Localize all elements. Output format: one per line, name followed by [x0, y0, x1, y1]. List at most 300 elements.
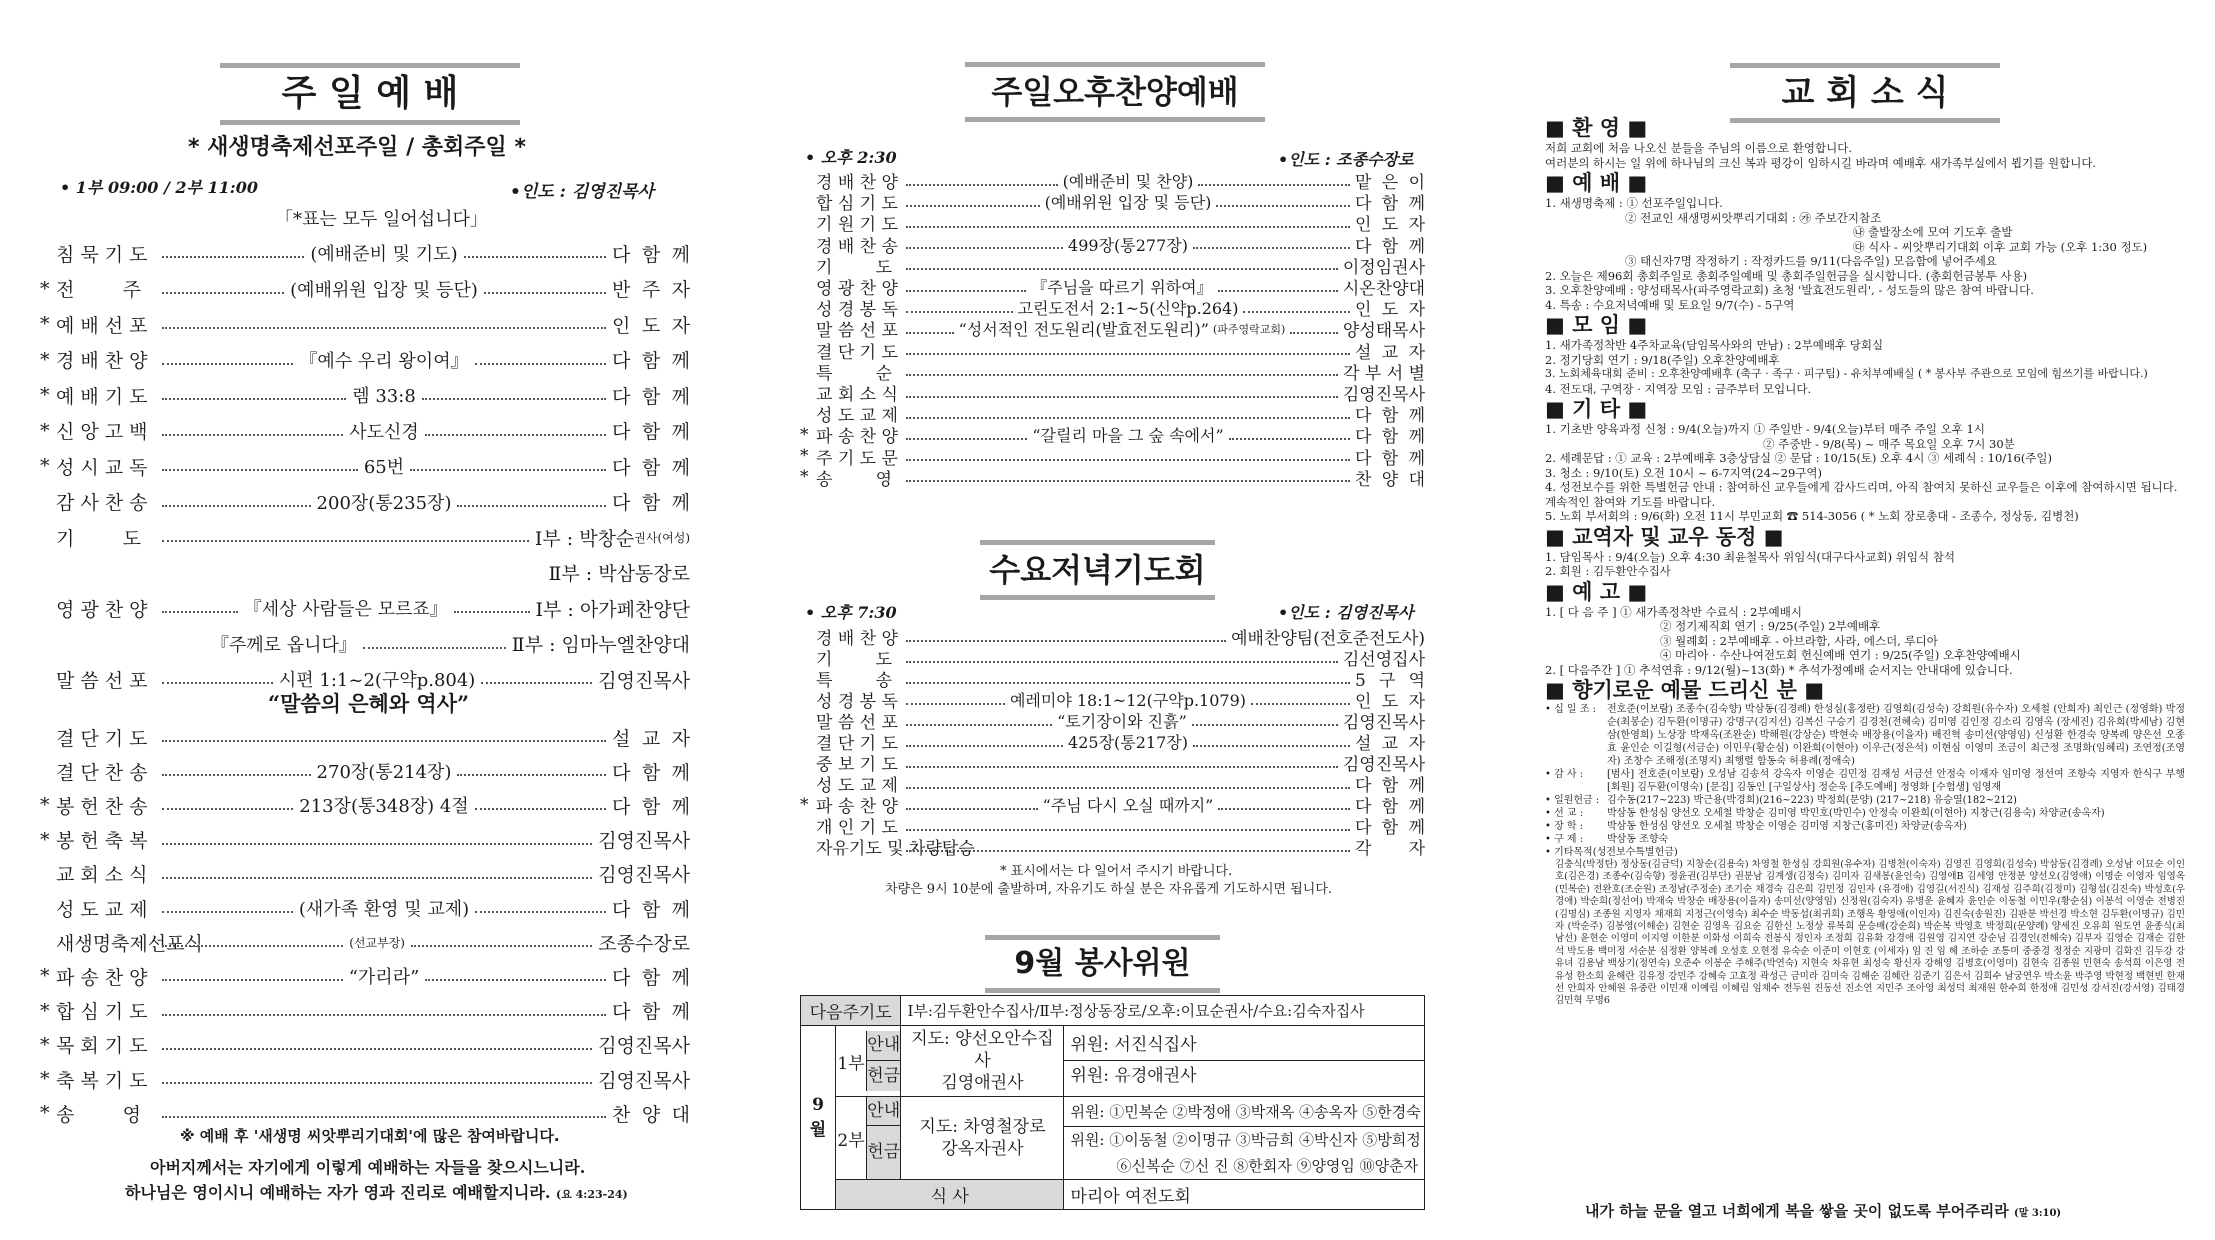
standing-mark: *: [800, 467, 809, 488]
order-label: 기 도: [816, 650, 893, 670]
order-row: [800, 815, 1425, 836]
footer-verse-1: 아버지께서는 자기에게 이렇게 예배하는 자들을 찾으시느니라.: [150, 1158, 586, 1177]
leader-dots: [906, 332, 954, 334]
standing-note: 「*표는 모두 일어섭니다」: [275, 209, 488, 230]
order-detail: 고린도전서 2:1~5(신약p.264): [1017, 299, 1239, 319]
order-label: 특 송: [816, 671, 893, 691]
leader-dots: [906, 850, 1350, 852]
order-detail: 65번: [363, 457, 405, 478]
order-label: 성 시 교 독: [56, 456, 148, 479]
leader-dots: [162, 1014, 606, 1016]
order-detail: 『주께로 옵니다』: [210, 634, 357, 656]
order-performer: 다 함 께: [1355, 776, 1425, 796]
order-detail: “토기장이와 진흙”: [1057, 712, 1187, 731]
order-row: [40, 722, 690, 752]
order-label: 결 단 기 도: [816, 342, 898, 363]
afternoon-leader: •인도 : 조종수장로: [1278, 150, 1414, 169]
standing-mark: *: [40, 965, 50, 988]
order-row: [800, 467, 1425, 488]
order-performer: 다 함 께: [1355, 406, 1425, 427]
leader-dots: [162, 505, 311, 507]
leader-dots: [1218, 808, 1350, 810]
leader-dots: [162, 327, 606, 329]
order-row: [800, 710, 1425, 731]
order-performer: 김영진목사: [598, 864, 690, 887]
leader-dots: [906, 703, 1005, 705]
leader-dots: [410, 469, 606, 471]
order-label: 결 단 기 도: [56, 727, 148, 750]
leader-dots: [425, 434, 606, 436]
offering-tithe: • 십 일 조 : 전호준(이보람) 조종수(김숙향) 박삼동(김경례) 한성심(홍정란) 김영희(김성숙) 강희원(유수자) 오세철 (안희자) 최인근 (정영화) 박정순(최봉순) 김두환(이명규) 강명구(김지선) 김복신 구승기 김경천(전혜숙) 김미영 김인정 김소리 김영옥 (장세진) 김유희(박세남) 김현삼(한영희) 노상장 박재옥(조완순) 박해원(강상순) 박현숙 배장용(이을자) 배진혁 송미선(양영임) 신성환 한경숙 양복례 양은선 오종효 윤인순 이길형(서금순) 이민우(황순심) 이완희(이현아) 이우근(정은석) 이현심 이영미 조금이 최근정 조명화(임혜리) 조연정(조영자) 조창수 조해정(조명지) 최행렬 함동숙 허용례(정애숙): [1545, 704, 2185, 767]
leader-dots: [906, 682, 1350, 684]
church-news-column: [1545, 0, 2185, 1240]
order-performer: 찬 양 대: [612, 1103, 690, 1126]
order-row: [800, 689, 1425, 710]
order-performer: 조종수장로: [598, 932, 691, 955]
order-performer: 다 함 께: [1355, 797, 1426, 817]
leader-dots: [906, 396, 1338, 398]
leader-dots: [162, 363, 293, 365]
order-row: [40, 1098, 690, 1128]
order-row: [40, 380, 690, 410]
order-performer: 설 교 자: [1355, 342, 1425, 363]
order-row: [40, 522, 690, 552]
leader-dots: [906, 311, 1013, 313]
leader-dots: [162, 945, 343, 947]
order-detail: “가리라”: [348, 967, 420, 989]
leader-dots: [162, 979, 343, 981]
order-detail-note: (파주영락교회): [1212, 322, 1286, 336]
leader-dots: [906, 640, 1226, 642]
order-performer: 다 함 께: [612, 421, 690, 443]
order-label: 주 기 도 문: [816, 448, 898, 469]
order-label: 경 배 찬 양: [816, 629, 898, 649]
etc-item: 2. 세례문답 : ① 교육 : 2부예배후 3층상담실 ② 문답 : 10/15(토) 오후 4시 ③ 세례식 : 10/16(주일): [1545, 451, 2053, 465]
order-performer: 다 함 께: [612, 795, 691, 818]
order-label: 합 심 기 도: [816, 194, 898, 215]
leader-dots: [454, 611, 530, 613]
order-detail: (예배위원 입장 및 등단): [1044, 193, 1212, 213]
standing-mark: *: [40, 1102, 50, 1125]
leader-dots: [475, 911, 606, 913]
order-row: [40, 790, 690, 820]
standing-mark: *: [40, 419, 50, 442]
order-detail: 예레미야 18:1~12(구약p.1079): [1009, 691, 1247, 710]
order-performer: 다 함 께: [612, 1001, 690, 1024]
leader-dots: [162, 1048, 592, 1050]
leader-dots: [162, 740, 606, 742]
part1-label: [836, 1026, 901, 1097]
leader-dots: [162, 911, 293, 913]
leader-dots: [1290, 332, 1338, 334]
september-volunteers-title: 9월 봉사위원: [985, 935, 1220, 993]
order-detail: 렘 33:8: [352, 386, 416, 407]
order-detail: 『주님을 따르기 위하여』: [1031, 278, 1213, 297]
leader-dots: [162, 1082, 592, 1084]
order-label: 파 송 찬 양: [56, 966, 148, 989]
leader-dots: [906, 745, 1063, 747]
order-label: 예 배 기 도: [56, 385, 148, 408]
leader-dots: [162, 1116, 606, 1118]
leader-dots: [162, 611, 238, 613]
leader-dots: [481, 682, 592, 684]
order-performer: Ⅰ부 : 아가페찬양단: [535, 598, 690, 621]
order-performer: 김영진목사: [1342, 755, 1425, 775]
leader-dots: [422, 398, 606, 400]
service-subtitle: * 새생명축제선포주일 / 총회주일 *: [188, 135, 526, 160]
leader-dots: [906, 829, 1350, 831]
order-label: 특 순: [816, 363, 893, 384]
order-row: [800, 340, 1425, 361]
order-label: 경 배 찬 양: [56, 350, 148, 372]
order-label: 파 송 찬 양: [816, 797, 898, 817]
order-row: [800, 382, 1425, 403]
worship-item: ② 전교인 새생명씨앗뿌리기대회 : ㉮ 주보간지참조: [1625, 210, 1882, 225]
afternoon-time: • 오후 2:30: [805, 148, 897, 167]
order-performer: 다 함 께: [612, 761, 691, 784]
part2-committee: 위원: ①민복순 ②박정애 ③박재옥 ④송옥자 ⑤한경숙 위원: ①이동철 ②이명규 ③박금희 ④박신자 ⑤방희정 ⑥신복순 ⑦신 진 ⑧한회자 ⑨양영임 ⑩양춘자: [1064, 1097, 1425, 1180]
order-performer: 예배찬양팀(전호준전도사): [1231, 629, 1425, 649]
wednesday-leader: •인도 : 김영진목사: [1278, 603, 1414, 622]
order-label: 말 씀 선 포: [816, 321, 898, 342]
notice-item: ② 정기제직회 연기 : 9/25(주일) 2부예배후: [1660, 619, 1881, 633]
standing-mark: *: [40, 794, 50, 817]
notice-item: 1. [ 다 음 주 ] ① 새가족정착반 수료식 : 2부예배시: [1545, 604, 1802, 619]
order-row: [40, 756, 690, 786]
order-row: [800, 773, 1425, 794]
leader-dots: [162, 540, 529, 542]
order-performer: 맡 은 이: [1355, 173, 1426, 193]
order-performer: 양성태목사: [1342, 321, 1426, 342]
offering-thanks: • 감 사 : [범사] 전호준(이보람) 오성남 김송석 강옥자 이영순 김민정 김재성 서금선 안정숙 이재자 임미영 정선여 조항숙 지영자 한식구 부행 [회원] 김두환(이명숙) [문집] 김동인 [구일상사] 정순욱 [추도예배] 정영화 [수험생] 임영재: [1545, 769, 2185, 793]
leader-dots: [162, 808, 293, 810]
order-performer: 다 함 께: [612, 456, 691, 479]
order-label: 말 씀 선 포: [56, 669, 148, 692]
order-detail: (예배준비 및 찬양): [1062, 172, 1194, 191]
leader-dots: [906, 480, 1350, 482]
standing-mark: *: [40, 1068, 50, 1090]
leader-dots: [162, 292, 284, 294]
order-row: [40, 238, 690, 268]
order-performer: Ⅱ부 : 임마누엘찬양대: [511, 634, 691, 656]
order-row: [40, 1030, 690, 1060]
order-detail: (예배위원 입장 및 등단): [290, 279, 478, 301]
order-performer: Ⅰ부 : 박창순: [534, 527, 635, 550]
order-row: [800, 361, 1425, 382]
order-label: 말 씀 선 포: [816, 713, 898, 733]
sunday-worship-column: [40, 0, 690, 1240]
order-label: 기 도: [816, 257, 893, 278]
worship-item: ㉰ 식사 - 씨앗뿌리기대회 이후 교회 가능 (오후 1:30 정도): [1853, 239, 2148, 254]
order-row: [800, 297, 1425, 321]
order-performer: 다 함 께: [1355, 236, 1425, 257]
order-label: 개 인 기 도: [816, 818, 898, 838]
standing-mark: *: [40, 348, 50, 371]
order-label: 침 묵 기 도: [56, 243, 148, 266]
leader-dots: [464, 256, 606, 258]
notice-item: ④ 마리아 · 수산나여전도회 헌신예배 연기 : 9/25(주일) 오후찬양예배시: [1660, 648, 2021, 662]
sunday-worship-title: 주 일 예 배: [220, 63, 520, 125]
part2-guide-label: 안내: [867, 1097, 900, 1126]
order-row: [40, 1064, 690, 1094]
order-label: 성 도 교 제: [816, 776, 898, 796]
part1-offering-label: 헌금: [867, 1061, 900, 1091]
leader-dots: [457, 505, 606, 507]
leader-dots: [906, 374, 1338, 376]
meeting-item: 4. 전도대, 구역장 · 지역장 모임 : 금주부터 모입니다.: [1545, 381, 1812, 396]
section-worship: ■ 예 배 ■: [1545, 171, 1648, 195]
order-detail: (예배준비 및 기도): [310, 244, 458, 265]
order-row: [800, 647, 1425, 668]
standing-mark: *: [800, 424, 809, 445]
order-row: [40, 487, 690, 517]
order-row: [40, 274, 690, 304]
section-notice: ■ 예 고 ■: [1545, 579, 1648, 604]
leader-dots: [1216, 205, 1350, 207]
order-label: 송 영: [816, 469, 893, 490]
wednesday-prayer-title: 수요저녁기도회: [980, 540, 1215, 600]
order-detail: 사도신경: [349, 421, 419, 443]
leader-dots: [484, 292, 606, 294]
leader-dots: [906, 268, 1338, 270]
leader-dots: [162, 774, 311, 776]
order-row: [800, 276, 1425, 297]
order-row: [800, 170, 1425, 191]
staff-item: 1. 담임목사 : 9/4(오늘) 오후 4:30 최윤철목사 위임식(대구다사교회) 위임식 참석: [1545, 549, 1955, 564]
leader-dots: [1198, 184, 1350, 186]
leader-dots: [906, 724, 1052, 726]
order-label: 경 배 찬 송: [816, 236, 898, 257]
order-label: 성 도 교 제: [56, 898, 148, 921]
order-row: [800, 255, 1425, 276]
order-detail: “성서적인 전도원리(발효전도원리)”: [958, 320, 1209, 340]
order-row: [40, 996, 690, 1026]
leader-dots: [425, 979, 606, 981]
section-meetings: ■ 모 임 ■: [1545, 313, 1648, 337]
order-label: 예 배 선 포: [56, 314, 148, 337]
offering-mission: • 선 교 : 박삼동 한성심 양선오 오세철 박창순 김미영 박민호(박민수) 안정숙 이완희(이현아) 지창근(김용숙) 차양균(송옥자): [1545, 808, 2105, 819]
service-leader: •인도 : 김영진목사: [510, 182, 654, 202]
order-performer: 인 도 자: [1355, 692, 1425, 712]
next-week-prayer-value: Ⅰ부:김두환안수집사/Ⅱ부:정상동장로/오후:이묘순권사/수요:김숙자집사: [901, 996, 1425, 1026]
order-performer: 다 함 께: [612, 350, 691, 372]
meeting-item: 2. 정기당회 연기 : 9/18(주일) 오후찬양예배후: [1545, 352, 1780, 367]
leader-dots: [1193, 247, 1350, 249]
section-offerings: ■ 향기로운 예물 드리신 분 ■: [1545, 678, 1825, 702]
order-label: 합 심 기 도: [56, 1001, 148, 1024]
standing-mark: *: [40, 999, 50, 1022]
worship-item: ③ 태신자7명 작정하기 : 작정카드를 9/11(다음주일) 모음함에 넣어주세요: [1625, 254, 1997, 268]
order-detail: “갈릴리 마을 그 숲 속에서”: [1032, 426, 1224, 446]
order-row: [800, 731, 1425, 752]
leader-dots: [906, 353, 1350, 355]
order-row: [800, 212, 1425, 236]
sermon-title: “말씀의 은혜와 역사”: [268, 691, 470, 716]
order-performer: 다 함 께: [612, 492, 691, 514]
order-row: [40, 345, 690, 375]
leader-dots: [1243, 311, 1350, 313]
leader-dots: [1229, 438, 1350, 440]
order-row: [800, 424, 1426, 448]
order-detail: 213장(통348장) 4절: [299, 796, 469, 818]
order-performer: 김영진목사: [1342, 385, 1425, 405]
order-detail-note: (선교부장): [349, 935, 405, 950]
order-row: [800, 191, 1426, 215]
order-detail: (새가족 환영 및 교제): [298, 899, 470, 920]
order-row: [800, 752, 1425, 773]
order-row: [800, 836, 1425, 857]
order-label: 감 사 찬 송: [56, 492, 148, 514]
vehicle-notice: 차량은 9시 10분에 출발하며, 자유기도 하실 분은 자유롭게 기도하시면 됩니다.: [885, 882, 1333, 897]
leader-dots: [475, 808, 606, 810]
order-performer: 김영진목사: [1342, 713, 1426, 733]
leader-dots: [1193, 745, 1350, 747]
etc-item: 3. 청소 : 9/10(토) 오전 10시 ~ 6-7지역(24~29구역): [1545, 465, 1822, 480]
afternoon-worship-column: [800, 0, 1425, 1240]
order-label: 성 경 봉 독: [816, 300, 898, 321]
meeting-item: 1. 새가족정착반 4주차교육(담임목사와의 만남) : 2부예배후 당회실: [1545, 338, 1884, 352]
order-performer: 설 교 자: [612, 727, 690, 750]
leader-dots: [162, 843, 592, 845]
leader-dots: [906, 290, 1026, 292]
standing-mark: *: [800, 794, 809, 815]
leader-dots: [906, 184, 1058, 186]
order-label: 교 회 소 식: [56, 864, 148, 887]
order-performer: 인 도 자: [1355, 215, 1425, 236]
order-performer: 다 함 께: [1355, 427, 1426, 448]
wednesday-time: • 오후 7:30: [805, 603, 897, 622]
standing-mark: *: [40, 828, 50, 851]
leader-dots: [162, 398, 346, 400]
standing-notice: * 표시에서는 다 일어서 주시기 바랍니다.: [1000, 864, 1233, 879]
leader-dots: [906, 247, 1063, 249]
order-row: [40, 593, 690, 623]
order-label: 목 회 기 도: [56, 1035, 148, 1058]
order-detail: “주님 다시 오실 때까지”: [1042, 796, 1214, 815]
footer-note: ※ 예배 후 '새생명 씨앗뿌리기대회'에 많은 참여바랍니다.: [180, 1127, 560, 1145]
order-performer: 설 교 자: [1355, 734, 1425, 754]
leader-dots: [475, 363, 606, 365]
order-performer: 반 주 자: [612, 279, 691, 301]
order-row: [800, 626, 1425, 647]
section-welcome: ■ 환 영 ■: [1545, 116, 1648, 140]
part1-leader: 지도: 양선오안수집사 김영애권사: [901, 1026, 1064, 1097]
order-label: 기 원 기 도: [816, 215, 898, 236]
order-label: 기 도: [56, 527, 142, 550]
order-performer: 인 도 자: [1355, 300, 1425, 321]
section-etc: ■ 기 타 ■: [1545, 397, 1648, 421]
footer-verse-2: 하나님은 영이시니 예배하는 자가 영과 진리로 예배할지니라. (요 4:23-24): [125, 1183, 628, 1202]
order-detail: 200장(통235장): [316, 492, 452, 514]
leader-dots: [906, 226, 1350, 228]
meal-value: 마리아 여전도회: [1064, 1180, 1425, 1210]
etc-item: 1. 기초반 양육과정 신청 : 9/4(오늘)까지 ① 주일반 - 9/4(오늘)부터 매주 주일 오후 1시: [1545, 422, 1985, 436]
leader-dots: [906, 787, 1350, 789]
afternoon-worship-title: 주일오후찬양예배: [965, 62, 1265, 122]
worship-item: ㉯ 출발장소에 모여 기도후 출발: [1853, 225, 2013, 239]
order-performer: 다 함 께: [612, 966, 691, 989]
order-row: [40, 893, 690, 923]
order-label: 성 도 교 제: [816, 406, 898, 427]
etc-item: ② 주중반 - 9/8(목) ~ 매주 목요일 오후 7시 30분: [1763, 436, 2015, 451]
worship-item: 2. 오늘은 제96회 총회주일로 총회주일예배 및 총회주일헌금을 실시합니다. (총회헌금봉투 사용): [1545, 268, 2028, 283]
order-performer: 다 함 께: [612, 385, 690, 408]
order-label: 축 복 기 도: [56, 1069, 148, 1092]
standing-mark: *: [800, 446, 809, 467]
leader-dots: [162, 469, 358, 471]
order-performer: Ⅱ부 : 박삼동장로: [548, 563, 690, 585]
order-label: 자유기도 및 차량탑승: [816, 839, 975, 859]
leader-dots: [162, 434, 343, 436]
part2-name: 2부: [836, 1097, 867, 1179]
standing-mark: *: [40, 313, 50, 335]
order-label: 영 광 찬 양: [56, 598, 148, 621]
meal-label: 식 사: [836, 1180, 1064, 1210]
footer-verse: 내가 하늘 문을 열고 너희에게 복을 쌓을 곳이 없도록 부어주리라 (말 3:10): [1585, 1202, 2062, 1220]
standing-mark: *: [40, 455, 50, 477]
order-label: 파 송 찬 양: [816, 427, 898, 448]
order-performer: 다 함 께: [1355, 194, 1426, 215]
order-performer: 다 함 께: [612, 243, 690, 266]
standing-mark: *: [40, 1033, 50, 1056]
order-performer: 각 부 서 별: [1343, 363, 1425, 384]
leader-dots: [411, 945, 592, 947]
order-detail: 425장(통217장): [1068, 733, 1188, 752]
notice-item: 2. [ 다음주간 ] ① 추석연휴 : 9/12(월)~13(화) * 추석가정예배 순서지는 안내대에 있습니다.: [1545, 662, 2013, 677]
leader-dots: [363, 647, 506, 649]
order-performer: 김영진목사: [598, 830, 690, 853]
order-row: [40, 629, 690, 659]
order-performer: 다 함 께: [612, 898, 691, 921]
order-performer: 다 함 께: [1355, 448, 1425, 469]
order-row: [800, 668, 1425, 689]
welcome-line: 여러분의 하시는 일 위에 하나님의 크신 복과 평강이 임하시길 바라며 예배후 새가족부실에서 뵙기를 원합니다.: [1545, 155, 2097, 170]
order-row: [800, 234, 1425, 255]
standing-mark: *: [40, 277, 50, 300]
order-label: 결 단 기 도: [816, 734, 898, 754]
leader-dots: [906, 459, 1350, 461]
order-row: [40, 416, 690, 446]
worship-item: 3. 오후찬양예배 : 양성태목사(파주영락교회) 초청 '발효전도원리', - 성도들의 많은 참여 바랍니다.: [1545, 283, 2034, 297]
leader-dots: [906, 205, 1040, 207]
order-label: 송 영: [56, 1103, 142, 1126]
section-staff-news: ■ 교역자 및 교우 동정 ■: [1545, 524, 1784, 549]
leader-dots: [1218, 290, 1338, 292]
leader-dots: [906, 417, 1350, 419]
order-label: 중 보 기 도: [816, 755, 898, 775]
offering-other-label: • 기타목적(성전보수특별헌금): [1545, 847, 1678, 858]
notice-item: ③ 월례회 : 2부예배후 - 아브라함, 사라, 에스더, 루디아: [1660, 633, 1938, 648]
order-label: 결 단 찬 송: [56, 761, 148, 784]
order-performer: 각 자: [1355, 839, 1425, 859]
etc-item: 4. 성전보수를 위한 특별헌금 안내 : 참여하신 교우들에게 감사드리며, 아직 참여치 못하신 교우들은 이후에 참여하시면 됩니다. 계속적인 참여와 기도를 바랍니다.: [1545, 480, 2178, 509]
order-performer: 김영진목사: [598, 669, 691, 692]
next-week-prayer-label: 다음주기도: [801, 996, 901, 1026]
order-detail: 『세상 사람들은 모르죠』: [243, 599, 448, 620]
offering-scholarship: • 장 학 : 박삼동 한성심 양선오 오세철 박창순 이영순 김미영 지창근(홍미진) 차양균(송옥자): [1545, 821, 1967, 832]
offering-one-won: • 일원헌금 : 김수동(217~223) 박근용(박경희)(216~223) 박정희(문양) (217~218) 유승열(182~212): [1545, 795, 2017, 806]
etc-item: 5. 노회 부서회의 : 9/6(화) 오전 11시 부민교회 ☎ 514-3056 ( * 노회 장로총대 - 조종수, 정상동, 김병천): [1545, 509, 2079, 523]
leader-dots: [906, 808, 1038, 810]
order-row: [800, 794, 1425, 815]
order-label: 전 주: [56, 279, 142, 301]
order-label: 교 회 소 식: [816, 385, 898, 405]
order-row: [800, 403, 1425, 427]
leader-dots: [906, 661, 1338, 663]
order-performer: 김영진목사: [598, 1035, 690, 1058]
worship-item: 4. 특송 : 수요저녁예배 및 토요일 9/7(수) - 5구역: [1545, 297, 1795, 312]
offering-other: 김충식(박정탄) 정상동(김금덕) 지창순(김용숙) 차영철 한성심 강희원(유수자) 김병천(이숙자) 김영진 김영희(김성숙) 박삼동(김경례) 오성남 이묘순 이인호(김은경) 조종수(김숙향) 정윤권(김부단) 권분남 김계생(김정숙) 김미자 김새봉(윤인숙) 김영애B 김세영 안정분 양선오(김영애) 이명순 이영자 임영옥(민복순) 전완호(조순원) 조정남(주정순) 조기순 채경숙 김은희 김민정 김인자 (유경애) 김영길(서진식) 김재성 김주희(김정미) 김형섭(김진숙) 박성호(우경애) 박순희(정선여) 박재숙 박창순 배장용(이을자) 송미선(양영임) 신정원(김숙자) 유병운 윤혜자 윤인순 이동철 이민우(황순심) 이봉석 이영순 전병진(김명심) 조종원 지영자 채재희 지정근(이영숙) 최수순 박동섭(최귀희) 조행옥 황영애(이인자) 김진숙(송원진) 김판분 박선경 박소현 김두환(이명규) 김민자 (박순주) 김봉영(이해순) 김현순 김영옥 김요순 김한신 노정상 류복희 문승배(강순희) 박순복 박영호 박정희(문양례) 양세진 오유희 원도연 윤종식(최남선) 윤현순 이영미 이지영 이한분 이화성 이희숙 전봉식 정인자 조정희 김유화 강경애 김원영 김지연 강순님 김경인(전해숙) 김부자 김영순 김재순 김한석 박도용 백미정 서순분 심정환 양복례 오성호 오현정 유숙순 이준미 이현호 (이세자) 임 진 임 헤 조하순 조통미 중중경 정정순 지광미 김화진 김두강 강유녀 김용남 백상기(정연숙) 오준수 이봉순 주해주(박연숙) 지현숙 차유현 최성숙 황신자 강해영 김병호(이영미) 김현숙 김종원 민현숙 송석희 이은영 전유성 한소희 윤해란 김유정 강민주 강혜숙 고효정 곽성근 금미라 김미숙 김해순 김혜란 김준기 김은서 김희수 남궁연우 박소윤 박주영 박현정 백현빈 한재선 안희자 안혜원 유중란 이민재 이예림 이혜림 임채수 전두원 진동선 진소연 지민주 조아영 최성덕 최재원 한수희 한정애 김민성 강서진(강서영) 김태경 김민혁 무명6: [1555, 859, 2185, 1007]
